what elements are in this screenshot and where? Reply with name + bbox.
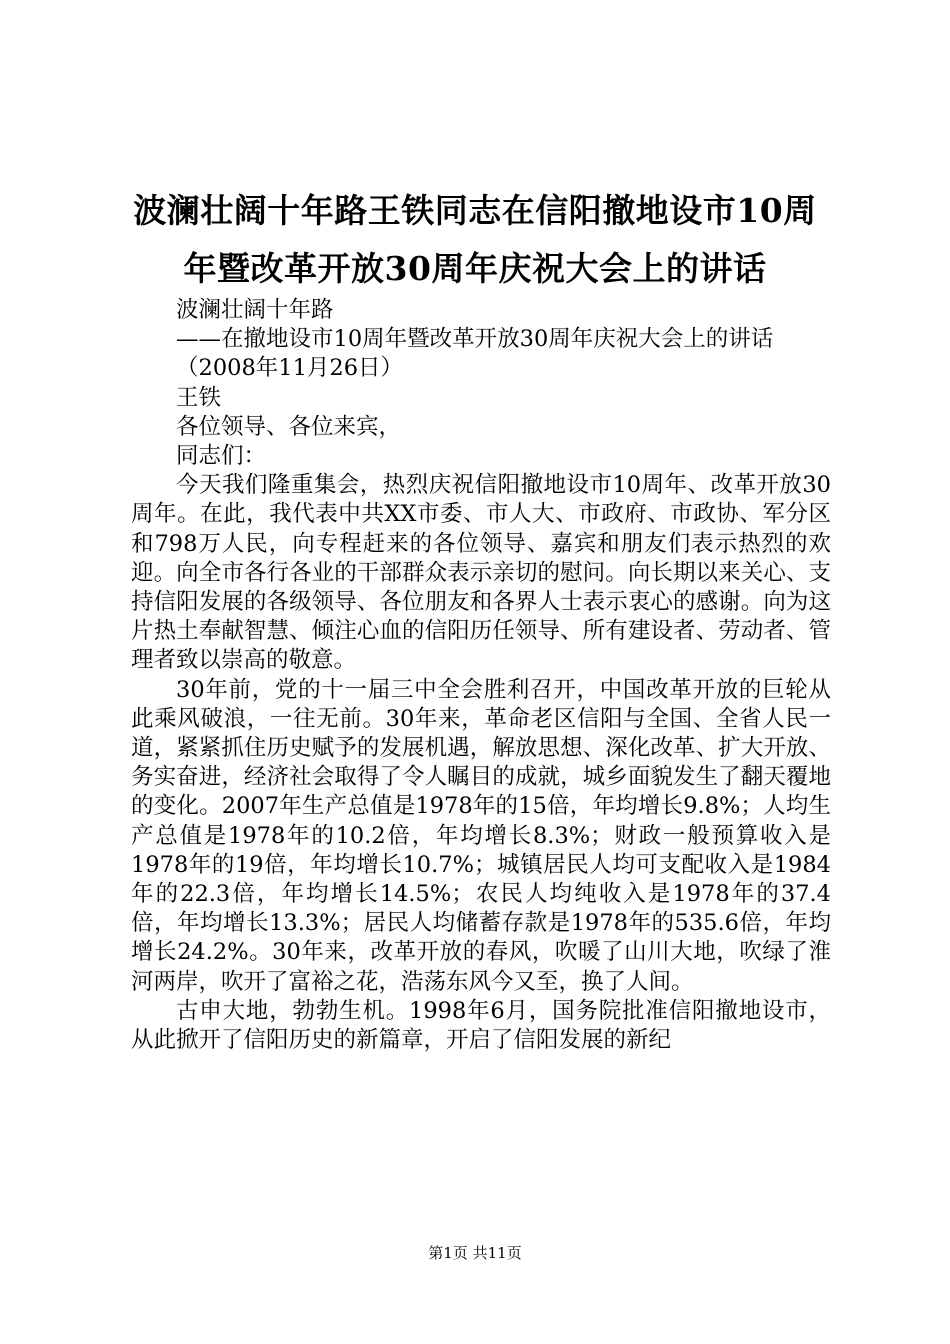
- document-body: [131, 296, 831, 1055]
- body-paragraph: 今天我们隆重集会，热烈庆祝信阳撤地设市10周年、改革开放30周年。在此，我代表中共XX市委、市人大、市政府、市政协、军分区和798万人民，向专程赶来的各位领导、嘉宾和朋友们表示热烈的欢迎。向全市各行各业的干部群众表示亲切的慰问。向长期以来关心、支持信阳发展的各级领导、各位朋友和各界人士表示衷心的感谢。向为这片热土奉献智慧、倾注心血的信阳历任领导、所有建设者、劳动者、管理者致以崇高的敬意。: [131, 472, 831, 674]
- subtitle-occasion: ——在撤地设市10周年暨改革开放30周年庆祝大会上的讲话: [176, 326, 774, 353]
- body-paragraph: 30年前，党的十一届三中全会胜利召开，中国改革开放的巨轮从此乘风破浪，一往无前。30年来，革命老区信阳与全国、全省人民一道，紧紧抓住历史赋予的发展机遇，解放思想、深化改革、扩大开放、务实奋进，经济社会取得了令人瞩目的成就，城乡面貌发生了翻天覆地的变化。2007年生产总值是1978年的15倍，年均增长9.8%；人均生产总值是1978年的10.2倍，年均增长8.3%；财政一般预算收入是1978年的19倍，年均增长10.7%；城镇居民人均可支配收入是1984年的22.3倍，年均增长14.5%；农民人均纯收入是1978年的37.4倍，年均增长13.3%；居民人均储蓄存款是1978年的535.6倍，年均增长24.2%。30年来，改革开放的春风，吹暖了山川大地，吹绿了淮河两岸，吹开了富裕之花，浩荡东风今又至，换了人间。: [131, 676, 831, 995]
- salutation-guests: 各位领导、各位来宾，: [176, 413, 402, 440]
- document-title: 波澜壮阔十年路王铁同志在信阳撤地设市10周年暨改革开放30周年庆祝大会上的讲话: [133, 191, 817, 288]
- speaker-name: 王铁: [176, 384, 222, 411]
- body-paragraph: 古申大地，勃勃生机。1998年6月，国务院批准信阳撤地设市，从此掀开了信阳历史的新篇章，开启了信阳发展的新纪: [131, 997, 831, 1054]
- salutation-comrades: 同志们：: [176, 443, 267, 470]
- page-footer: 第1页 共11页: [428, 1244, 522, 1262]
- speech-date: （2008年11月26日）: [176, 355, 404, 382]
- subtitle-line: 波澜壮阔十年路: [176, 297, 334, 323]
